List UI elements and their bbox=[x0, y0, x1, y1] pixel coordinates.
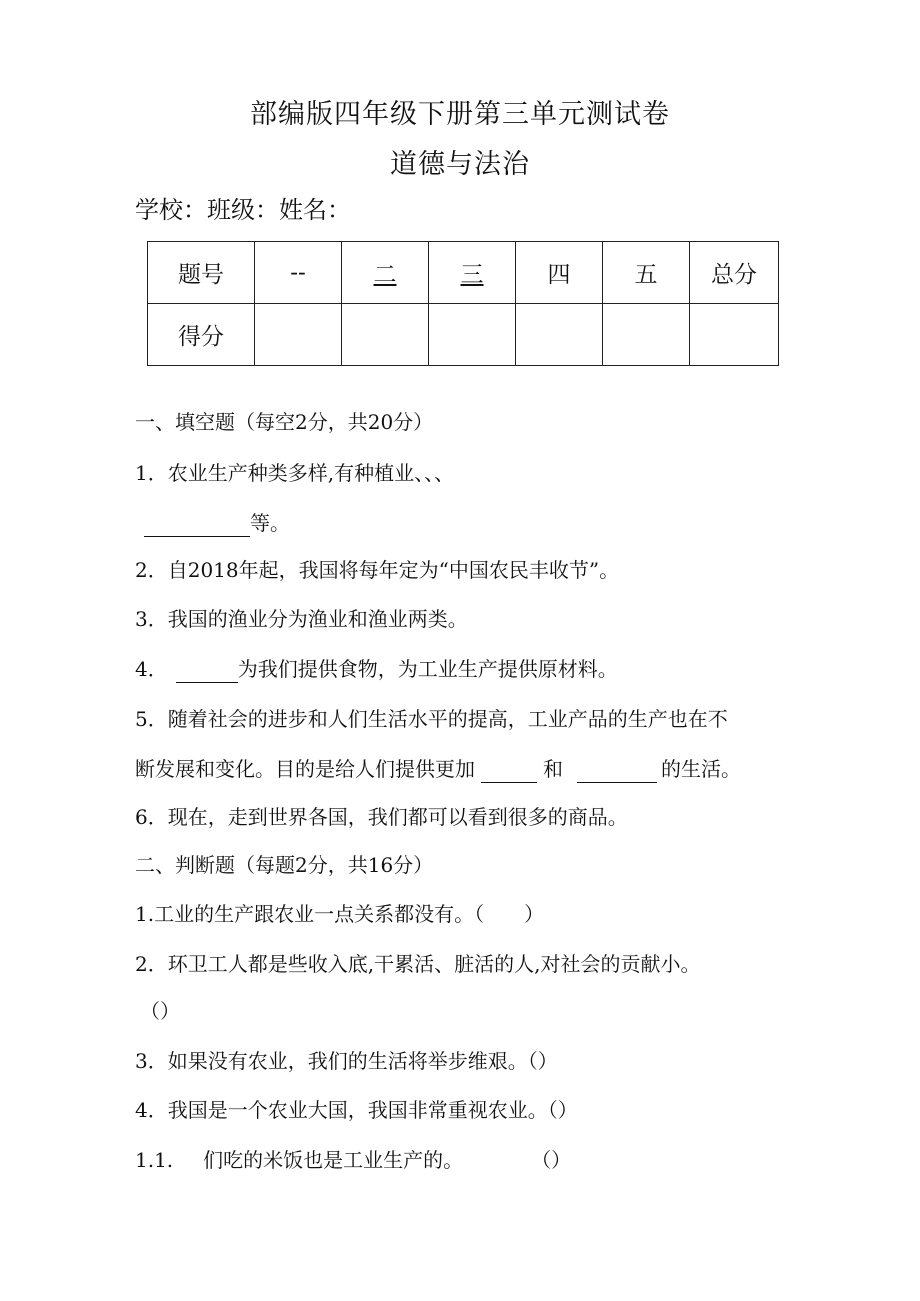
question-text: 为我们提供食物，为工业生产提供原材料。 bbox=[237, 657, 618, 681]
question-text bbox=[135, 656, 618, 683]
section-heading: 二、判断题（每题2分，共16分） bbox=[135, 853, 434, 877]
score-table-header-row bbox=[148, 242, 779, 304]
section-heading: 一、填空题（每空2分，共20分） bbox=[135, 410, 434, 434]
score-table-score-row bbox=[148, 304, 779, 366]
question-text: 3．如果没有农业，我们的生活将举步维艰。（） bbox=[135, 1049, 558, 1073]
score-table-cell: 三 bbox=[429, 242, 516, 304]
question-text: 们吃的米饭也是工业生产的。 bbox=[203, 1148, 464, 1172]
score-input-cell[interactable] bbox=[255, 304, 342, 366]
school-class-name-line: 学校：班级：姓名： bbox=[135, 196, 351, 224]
question-text: 1．农业生产种类多样,有种植业、、、 bbox=[135, 461, 455, 485]
answer-paren[interactable]: （） bbox=[531, 1148, 572, 1172]
score-table-cell: 二 bbox=[342, 242, 429, 304]
score-input-cell[interactable] bbox=[516, 304, 603, 366]
score-input-cell[interactable] bbox=[429, 304, 516, 366]
score-table-cell: 五 bbox=[603, 242, 690, 304]
question-text: 4．我国是一个农业大国，我国非常重视农业。（） bbox=[135, 1098, 578, 1122]
question-number: 1.1. bbox=[135, 1148, 174, 1172]
question-text: 3．我国的渔业分为渔业和渔业两类。 bbox=[135, 607, 468, 631]
question-text: 2．环卫工人都是些收入底,干累活、脏活的人,对社会的贡献小。 bbox=[135, 952, 701, 976]
question-text bbox=[135, 756, 741, 783]
score-table-cell: 得分 bbox=[148, 304, 255, 366]
score-table bbox=[147, 241, 779, 366]
page-title: 部编版四年级下册第三单元测试卷 bbox=[250, 99, 670, 130]
subject-title: 道德与法治 bbox=[390, 149, 530, 180]
score-table-cell: -- bbox=[255, 242, 342, 304]
question-text: 5．随着社会的进步和人们生活水平的提高，工业产品的生产也在不 bbox=[135, 707, 728, 731]
answer-blank[interactable] bbox=[481, 756, 537, 783]
question-text bbox=[135, 1147, 571, 1173]
score-table-cell: 四 bbox=[516, 242, 603, 304]
question-text: 2．自2018年起，我国将每年定为“中国农民丰收节”。 bbox=[135, 558, 620, 582]
score-table-cell: 总分 bbox=[690, 242, 779, 304]
answer-blank[interactable] bbox=[144, 510, 250, 537]
score-table-cell: 题号 bbox=[148, 242, 255, 304]
question-text: 6．现在，走到世界各国，我们都可以看到很多的商品。 bbox=[135, 805, 628, 829]
answer-blank[interactable] bbox=[577, 756, 657, 783]
answer-paren[interactable]: （） bbox=[140, 999, 180, 1023]
question-number: 4． bbox=[135, 657, 168, 681]
score-input-cell[interactable] bbox=[342, 304, 429, 366]
question-text: 断发展和变化。目的是给人们提供更加 bbox=[135, 757, 475, 781]
answer-blank[interactable] bbox=[176, 656, 238, 683]
score-input-cell[interactable] bbox=[690, 304, 779, 366]
question-text bbox=[144, 510, 290, 537]
question-text: 的生活。 bbox=[661, 757, 741, 781]
question-text: 1.工业的生产跟农业一点关系都没有。（ ） bbox=[135, 902, 545, 926]
score-input-cell[interactable] bbox=[603, 304, 690, 366]
question-text: 等。 bbox=[250, 511, 290, 535]
question-text: 和 bbox=[543, 757, 563, 781]
